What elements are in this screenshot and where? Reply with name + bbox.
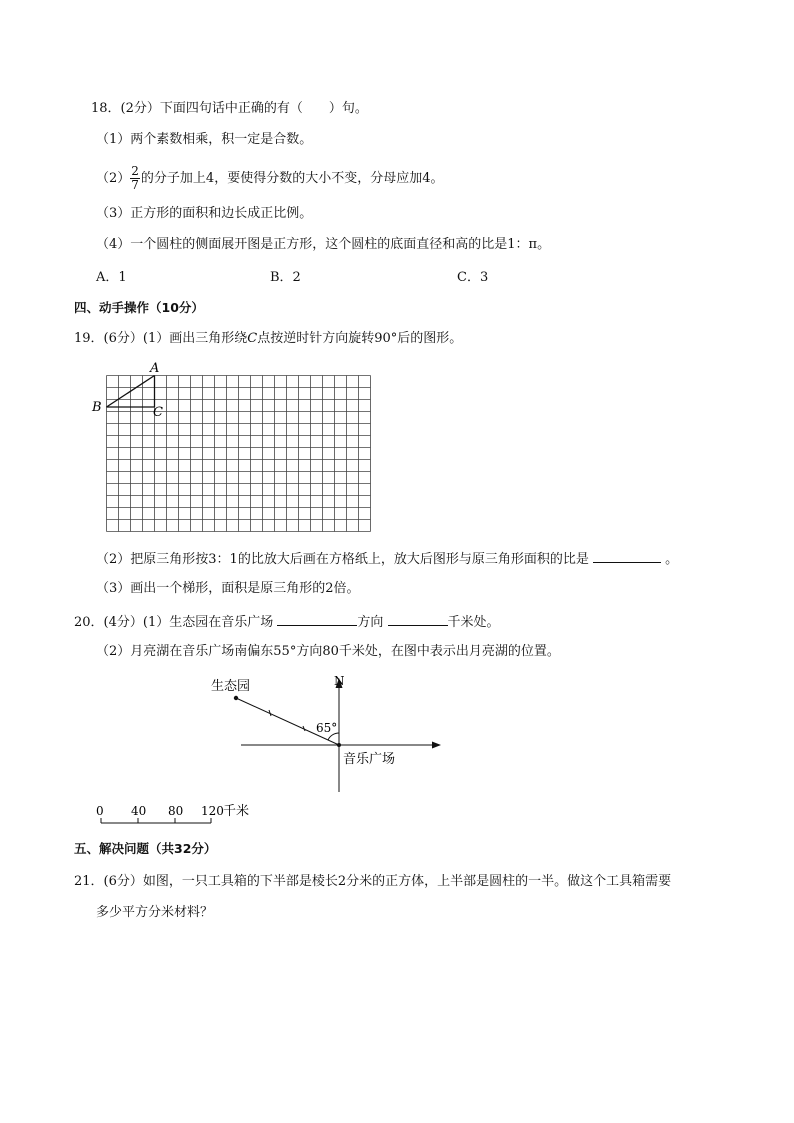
q18-choice-a[interactable]: A．1	[96, 270, 127, 285]
east-arrowhead	[432, 742, 441, 749]
music-square-point	[337, 743, 341, 747]
square-grid[interactable]	[107, 376, 371, 532]
q20-part-2: （2）月亮湖在音乐广场南偏东55°方向80千米处，在图中表示出月亮湖的位置。	[96, 644, 560, 659]
q20-stem-a: 20．(4分）(1）生态园在音乐广场	[74, 615, 274, 630]
q19-part-2	[96, 550, 678, 568]
label-a: A	[150, 361, 160, 376]
fraction-numerator: 2	[131, 164, 139, 178]
q20-stem-c: 千米处。	[447, 615, 500, 630]
label-eco-park: 生态园	[211, 679, 251, 694]
label-c: C	[153, 405, 163, 420]
eco-park-point	[234, 696, 238, 700]
q20-stem-b: 方向	[357, 615, 384, 630]
scale-label-40: 40	[131, 804, 147, 818]
label-music-square: 音乐广场	[343, 752, 396, 767]
compass-diagram	[234, 678, 441, 792]
q18-choice-c[interactable]: C．3	[457, 270, 489, 285]
q21-line-2: 多少平方分米材料？	[96, 905, 214, 920]
scale-label-0: 0	[96, 804, 104, 818]
q18-statement-4: （4）一个圆柱的侧面展开图是正方形，这个圆柱的底面直径和高的比是1：π。	[96, 237, 551, 252]
label-angle: 65°	[316, 721, 338, 735]
scale-label-120: 120	[201, 804, 224, 818]
q19-answer-blank[interactable]	[593, 550, 661, 563]
label-b: B	[92, 400, 102, 415]
q19-stem-text: 19．(6分）(1）画出三角形绕	[74, 331, 248, 346]
q21-line-1: 21．(6分）如图，一只工具箱的下半部是棱长2分米的正方体，上半部是圆柱的一半。做这个工具箱需要	[74, 874, 672, 889]
scale-bar	[101, 818, 211, 823]
q20-part-1	[74, 613, 500, 631]
section-5-heading: 五、解决问题（共32分）	[74, 841, 217, 856]
fraction-denominator: 7	[131, 178, 139, 192]
q19-part-2-end: 。	[665, 552, 679, 567]
q18-stem: 18．(2分）下面四句话中正确的有（ ）句。	[91, 101, 368, 116]
q20-distance-blank[interactable]	[388, 613, 448, 626]
q18-choice-b[interactable]: B．2	[270, 270, 301, 285]
q19-part-3: （3）画出一个梯形，面积是原三角形的2倍。	[96, 581, 360, 596]
q19-stem-rest: 点按逆时针方向旋转90°后的图形。	[257, 331, 463, 346]
q20-direction-blank[interactable]	[277, 613, 357, 626]
scale-label-80: 80	[168, 804, 184, 818]
section-4-heading: 四、动手操作（10分）	[74, 300, 204, 315]
label-north: N	[334, 674, 345, 688]
q18-statement-3: （3）正方形的面积和边长成正比例。	[96, 206, 313, 221]
q18-s2-rest: 的分子加上4，要使得分数的大小不变，分母应加4。	[140, 171, 444, 186]
scale-unit: 千米	[223, 804, 250, 819]
q18-statement-1: （1）两个素数相乘，积一定是合数。	[96, 132, 313, 147]
q19-part-2-text: （2）把原三角形按3：1的比放大后画在方格纸上，放大后图形与原三角形面积的比是	[96, 552, 589, 567]
q19-point-c: C	[247, 331, 258, 346]
q18-s2-prefix: （2）	[96, 171, 131, 186]
